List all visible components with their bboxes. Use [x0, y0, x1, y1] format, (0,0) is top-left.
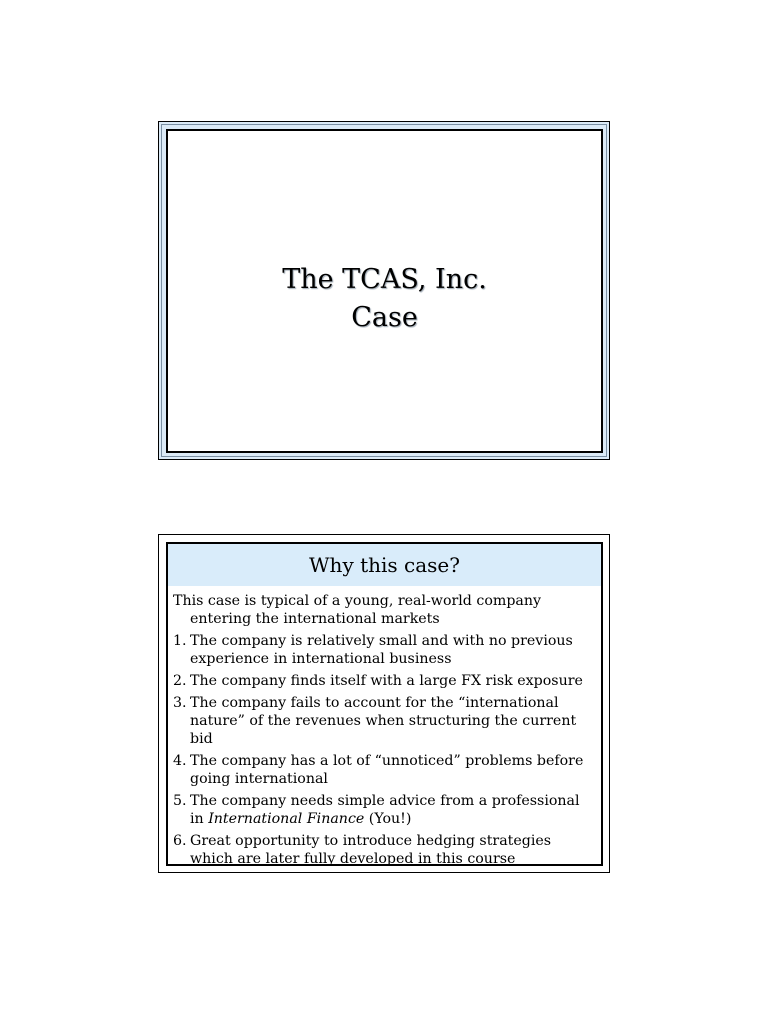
list-item — [173, 632, 595, 668]
list-item-text: The company fails to account for the “international nature” of the revenues when structuring the current bid — [190, 695, 577, 747]
slide-content-frame — [166, 542, 603, 866]
title-slide — [158, 121, 610, 460]
list-item-text-after: (You!) — [364, 811, 412, 827]
list-item-text: The company has a lot of “unnoticed” problems before going international — [190, 753, 584, 787]
intro-paragraph: This case is typical of a young, real-world company entering the international markets — [173, 593, 542, 627]
list-item — [173, 792, 595, 828]
list-item-number: 5. — [173, 793, 187, 809]
slide-title-line-1: The TCAS, Inc. — [282, 264, 487, 295]
list-item — [173, 832, 595, 868]
slide-title — [168, 261, 601, 337]
list-item-number: 1. — [173, 633, 187, 649]
list-item-number: 3. — [173, 695, 187, 711]
reasons-list — [173, 632, 595, 868]
why-this-case-slide — [158, 534, 610, 873]
list-item-text: The company is relatively small and with no previous experience in international business — [190, 633, 573, 667]
slide-body — [173, 592, 595, 872]
list-item-text-before: The company needs simple advice from a professional in — [190, 793, 580, 827]
slide-heading: Why this case? — [168, 544, 601, 586]
list-item — [173, 752, 595, 788]
list-item-text: Great opportunity to introduce hedging strategies which are later fully developed in this course — [190, 833, 552, 867]
list-item-number: 2. — [173, 673, 187, 689]
list-item-number: 4. — [173, 753, 187, 769]
list-item-text-italic: International Finance — [208, 811, 365, 827]
list-item-text: The company finds itself with a large FX risk exposure — [190, 673, 583, 689]
list-item — [173, 694, 595, 748]
list-item-number: 6. — [173, 833, 187, 849]
list-item — [173, 672, 595, 690]
slide-title-line-2: Case — [351, 302, 418, 333]
title-slide-content — [166, 129, 603, 453]
